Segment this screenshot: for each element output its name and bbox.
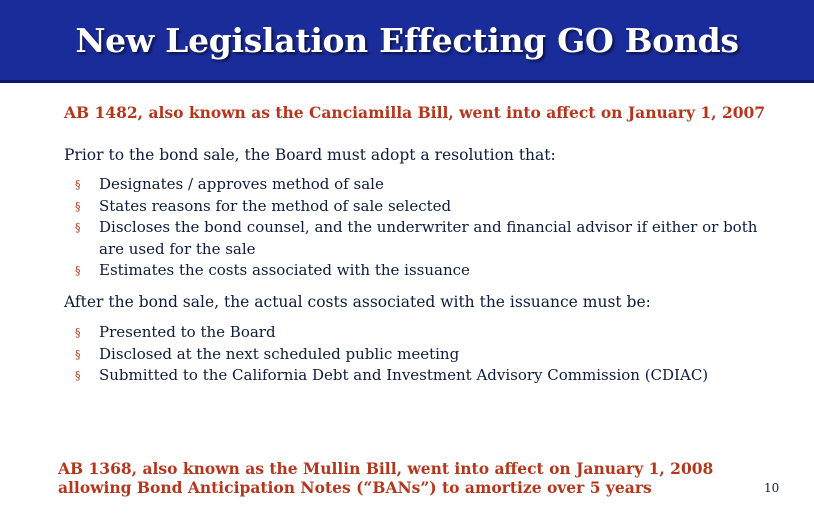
list-item xyxy=(75,260,775,282)
outro-statement: AB 1368, also known as the Mullin Bill, went into affect on January 1, 2008 allowing Bond Anticipation Notes (“BANs”) to amortize over 5 years xyxy=(58,459,714,497)
list-item-text: Designates / approves method of sale xyxy=(99,175,384,193)
before-sale-list xyxy=(75,174,775,282)
after-sale-list xyxy=(75,322,775,387)
list-item-text: Submitted to the California Debt and Investment Advisory Commission (CDIAC) xyxy=(99,366,709,384)
list-item-text: Discloses the bond counsel, and the underwriter and financial advisor if either or both are used for the sale xyxy=(99,218,758,258)
list-item xyxy=(75,174,775,196)
list-item xyxy=(75,322,775,344)
list-item-text: States reasons for the method of sale selected xyxy=(99,196,452,215)
after-sale-heading: After the bond sale, the actual costs associated with the issuance must be: xyxy=(64,293,651,311)
list-item-text: Presented to the Board xyxy=(99,323,276,341)
list-item xyxy=(75,217,775,260)
bullet-icon: § xyxy=(75,369,81,382)
before-sale-heading: Prior to the bond sale, the Board must adopt a resolution that: xyxy=(64,146,556,164)
list-item-text: Disclosed at the next scheduled public meeting xyxy=(99,344,460,363)
page-number: 10 xyxy=(764,481,780,495)
bullet-icon: § xyxy=(75,199,81,213)
bullet-icon: § xyxy=(75,326,81,339)
slide-title: New Legislation Effecting GO Bonds xyxy=(75,20,739,60)
list-item xyxy=(75,344,775,366)
intro-statement: AB 1482, also known as the Canciamilla Bill, went into affect on January 1, 2007 xyxy=(64,103,766,122)
bullet-icon: § xyxy=(75,178,81,191)
list-item xyxy=(75,196,775,218)
bullet-icon: § xyxy=(75,347,81,361)
list-item xyxy=(75,365,775,387)
list-item-text: Estimates the costs associated with the issuance xyxy=(99,261,470,279)
title-bar xyxy=(0,0,814,83)
bullet-icon: § xyxy=(75,264,81,277)
bullet-icon: § xyxy=(75,221,81,234)
